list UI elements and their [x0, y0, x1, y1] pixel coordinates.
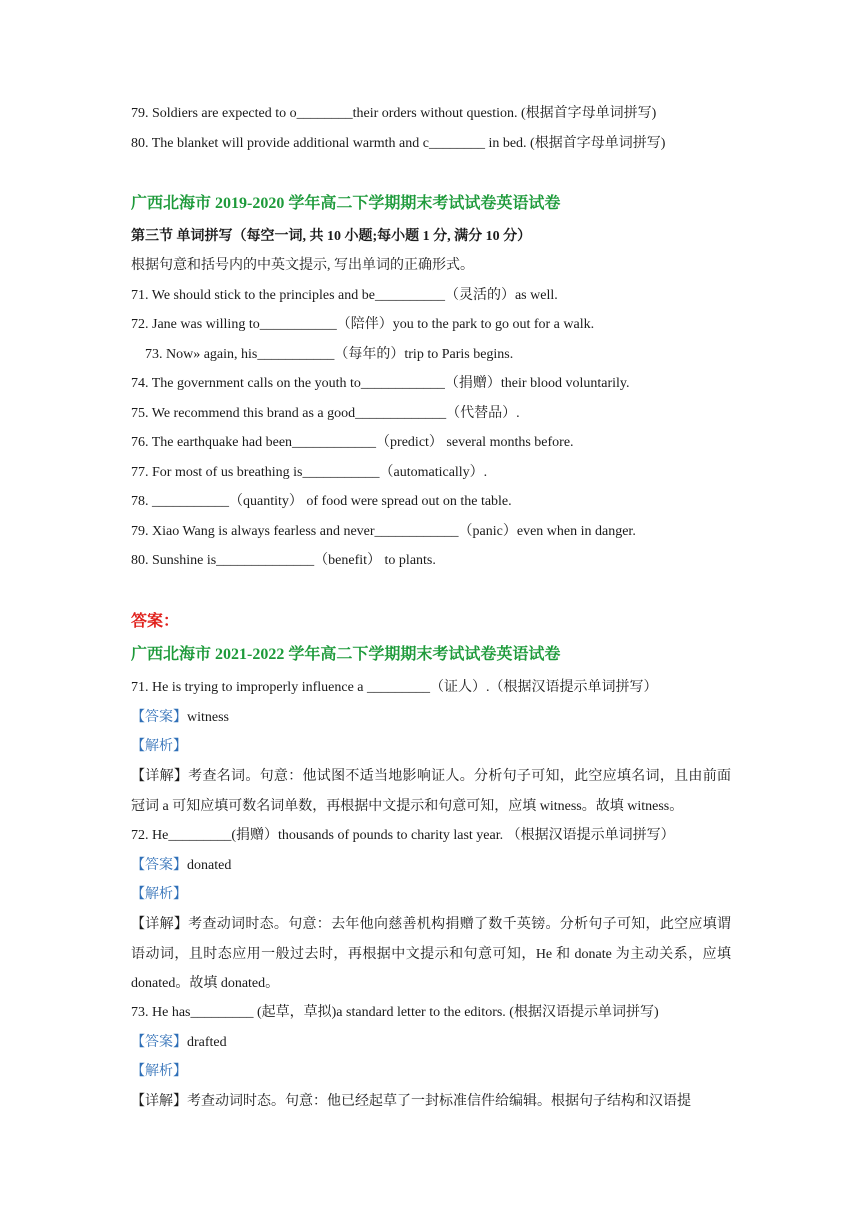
detail-paragraph-72 — [131, 910, 731, 999]
detail-text: 考查动词时态。句意：他已经起草了一封标准信件给编辑。根据句子结构和汉语提 — [187, 1094, 691, 1109]
question-76: 76. The earthquake had been____________（predict） several months before. — [131, 435, 574, 450]
answer-label: 【答案】 — [131, 858, 187, 873]
detail-label: 【详解】 — [131, 769, 189, 784]
question-79-first-letter: 79. Soldiers are expected to o________their orders without question. (根据首字母单词拼写) — [131, 106, 657, 121]
answer-value: witness — [187, 710, 229, 725]
answer-value: drafted — [187, 1035, 227, 1050]
analysis-label: 【解析】 — [131, 887, 187, 902]
analysis-line-72 — [131, 886, 187, 904]
question-73: 73. Now» again, his___________（每年的）trip to Paris begins. — [145, 347, 514, 362]
answer-question-73: 73. He has_________ (起草，草拟)a standard letter to the editors. (根据汉语提示单词拼写) — [131, 1005, 659, 1020]
detail-paragraph-73 — [131, 1093, 691, 1111]
analysis-label: 【解析】 — [131, 739, 187, 754]
answer-line-72 — [131, 857, 231, 875]
detail-text: 考查名词。句意：他试图不适当地影响证人。分析句子可知，此空应填名词，且由前面冠词 a 可知应填可数名词单数，再根据中文提示和句意可知，应填 witness。故填 witness。 — [131, 769, 731, 814]
answer-line-71 — [131, 709, 229, 727]
section-heading-2021-2022: 广西北海市 2021-2022 学年高二下学期期末考试试卷英语试卷 — [131, 646, 561, 663]
question-80: 80. Sunshine is______________（benefit） to plants. — [131, 553, 436, 568]
detail-text: 考查动词时态。句意：去年他向慈善机构捐赠了数千英镑。分析句子可知，此空应填谓语动词，且时态应用一般过去时，再根据中文提示和句意可知，He 和 donate 为主动关系，应填 donated。故填 donated。 — [131, 917, 731, 991]
instruction-text: 根据句意和括号内的中英文提示, 写出单词的正确形式。 — [131, 258, 474, 273]
answers-title: 答案： — [131, 613, 180, 630]
analysis-line-73 — [131, 1063, 187, 1081]
question-74: 74. The government calls on the youth to____________（捐赠）their blood voluntarily. — [131, 376, 630, 391]
question-71: 71. We should stick to the principles and be__________（灵活的）as well. — [131, 288, 558, 303]
question-79: 79. Xiao Wang is always fearless and never____________（panic）even when in danger. — [131, 524, 636, 539]
question-77: 77. For most of us breathing is___________（automatically）. — [131, 465, 488, 480]
analysis-label: 【解析】 — [131, 1064, 187, 1079]
answer-question-71: 71. He is trying to improperly influence a _________（证人）.（根据汉语提示单词拼写） — [131, 680, 658, 695]
detail-label: 【详解】 — [131, 917, 189, 932]
section-heading-2019-2020: 广西北海市 2019-2020 学年高二下学期期末考试试卷英语试卷 — [131, 195, 561, 212]
detail-label: 【详解】 — [131, 1094, 187, 1109]
section-three-title: 第三节 单词拼写（每空一词, 共 10 小题;每小题 1 分, 满分 10 分） — [131, 229, 532, 244]
question-75: 75. We recommend this brand as a good_____________（代替品）. — [131, 406, 520, 421]
question-72: 72. Jane was willing to___________（陪伴）you to the park to go out for a walk. — [131, 317, 595, 332]
answer-question-72: 72. He_________(捐赠）thousands of pounds to charity last year. （根据汉语提示单词拼写） — [131, 828, 675, 843]
detail-paragraph-71 — [131, 762, 731, 821]
answer-label: 【答案】 — [131, 710, 187, 725]
analysis-line-71 — [131, 738, 187, 756]
answer-line-73 — [131, 1034, 227, 1052]
question-78: 78. ___________（quantity） of food were spread out on the table. — [131, 494, 512, 509]
answer-value: donated — [187, 858, 232, 873]
question-80-first-letter: 80. The blanket will provide additional warmth and c________ in bed. (根据首字母单词拼写) — [131, 136, 666, 151]
answer-label: 【答案】 — [131, 1035, 187, 1050]
